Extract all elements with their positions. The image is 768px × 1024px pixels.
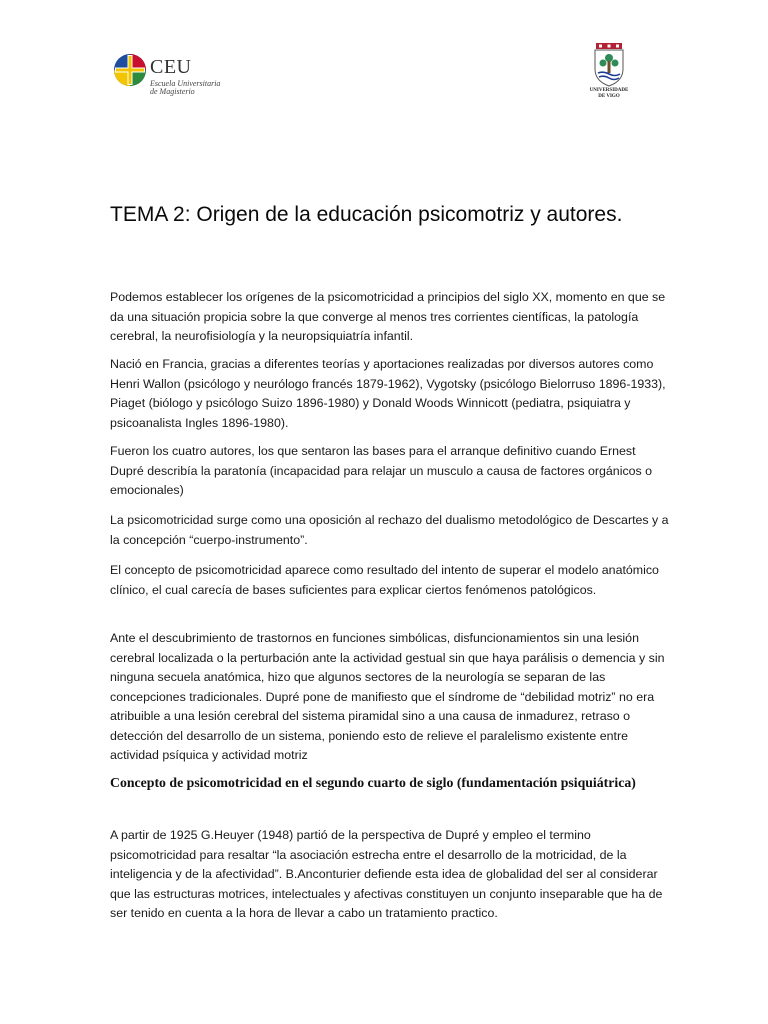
uvigo-logo — [580, 43, 638, 103]
paragraph-3: Fueron los cuatro autores, los que sentaron las bases para el arranque definitivo cuando Ernest Dupré describía la paratonía (incapacidad para relajar un musculo a causa de factores orgánicos o emocionales) — [110, 444, 653, 497]
uvigo-logo-text-line2: DE VIGO — [598, 94, 620, 99]
ceu-logo-name: CEU — [150, 56, 192, 78]
paragraph-7: A partir de 1925 G.Heuyer (1948) partió de la perspectiva de Dupré y empleo el termino psicomotricidad para resaltar “la asociación estrecha entre el desarrollo de la motricidad, de la inteligencia y de la afectividad”. B.Anconturier defiende esta idea de globalidad del ser al considerar que las estructuras motrices, intelectuales y afectivas constituyen un conjunto inseparable que ha de ser tenido en cuenta a la hora de llevar a cabo un tratamiento practico. — [110, 828, 663, 920]
ceu-logo-subtitle — [150, 80, 260, 96]
paragraph-2: Nació en Francia, gracias a diferentes teorías y aportaciones realizadas por diversos autores como Henri Wallon (psicólogo y neurólogo francés 1879-1962), Vygotsky (psicólogo Bielorruso 1896-1933), Piaget (biólogo y psicólogo Suizo 1896-1980) y Donald Woods Winnicott (pediatra, psiquiatra y psicoanalista Ingles 1896-1980). — [110, 357, 666, 430]
paragraph-1: Podemos establecer los orígenes de la psicomotricidad a principios del siglo XX, momento en que se da una situación propicia sobre la que converge al menos tres corrientes científicas, la patología cerebral, la neurofisiología y la neuropsiquiatría infantil. — [110, 290, 666, 343]
ceu-emblem-icon — [113, 53, 147, 87]
uvigo-logo-text — [580, 88, 638, 100]
uvigo-logo-text-line1: UNIVERSIDADE — [589, 88, 629, 93]
uvigo-crest-icon — [591, 43, 627, 87]
document-title: TEMA 2: Origen de la educación psicomotriz y autores. — [110, 203, 623, 226]
ceu-logo-subtitle-line1: Escuela Universitaria — [150, 79, 221, 88]
section-subheading: Concepto de psicomotricidad en el segundo cuarto de siglo (fundamentación psiquiátrica) — [110, 775, 636, 790]
ceu-logo-subtitle-line2: de Magisterio — [150, 87, 195, 96]
paragraph-6: Ante el descubrimiento de trastornos en funciones simbólicas, disfuncionamientos sin una lesión cerebral localizada o la perturbación ante la actividad gestual sin que haya parálisis o demencia y sin ninguna secuela anatómica, hizo que algunos sectores de la neurología se separan de las concepciones tradicionales. Dupré pone de manifiesto que el síndrome de “debilidad motriz” no era atribuible a una lesión cerebral del sistema piramidal sino a una causa de inmadurez, retraso o detección del desarrollo de un sistema, poniendo esto de relieve el paralelismo existente entre actividad psíquica y actividad motriz — [110, 631, 665, 762]
paragraph-5: El concepto de psicomotricidad aparece como resultado del intento de superar el modelo anatómico clínico, el cual carecía de bases suficientes para explicar ciertos fenómenos patológicos. — [110, 563, 659, 597]
ceu-logo — [113, 53, 253, 103]
paragraph-4: La psicomotricidad surge como una oposición al rechazo del dualismo metodológico de Descartes y a la concepción “cuerpo-instrumento”. — [110, 513, 669, 547]
